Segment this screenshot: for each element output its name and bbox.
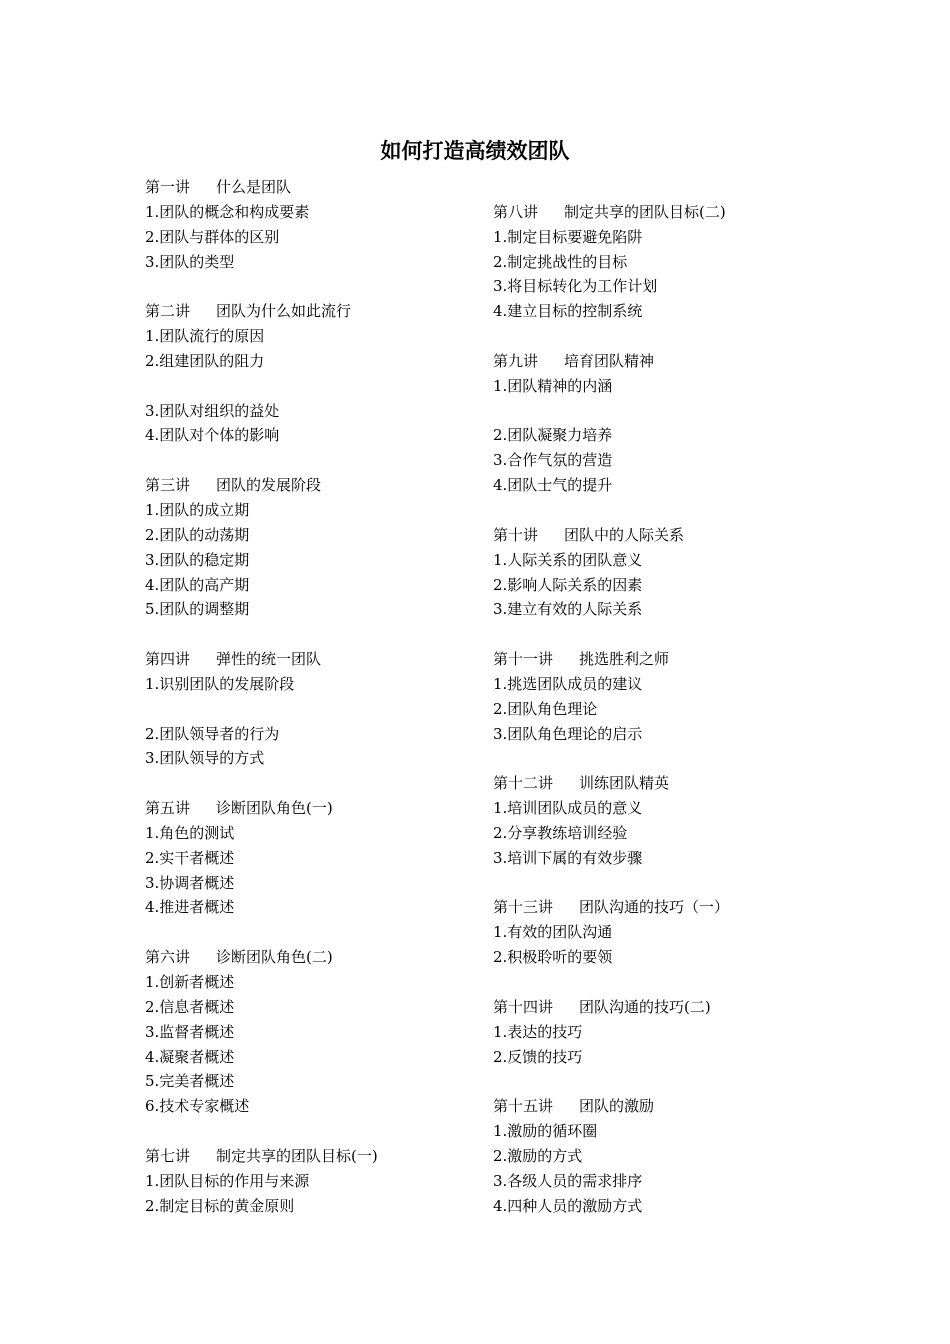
lecture-item: 3.团队角色理论的启示 <box>493 724 643 743</box>
lecture-number: 第八讲 <box>493 202 539 221</box>
lecture-number: 第十一讲 <box>493 650 554 669</box>
lecture-title: 团队的激励 <box>579 1097 655 1116</box>
lecture-item: 2.实干者概述 <box>145 848 235 867</box>
lecture-item: 2.分享教练培训经验 <box>493 823 628 842</box>
lecture-item: 2.信息者概述 <box>145 997 235 1016</box>
lecture-heading <box>493 523 823 548</box>
blank-line <box>493 970 823 995</box>
lecture-item: 2.组建团队的阻力 <box>145 351 265 370</box>
blank-line <box>493 746 823 771</box>
lecture-title: 挑选胜利之师 <box>579 650 670 669</box>
lecture-number: 第四讲 <box>145 650 191 669</box>
lecture-item: 1.表达的技巧 <box>493 1022 583 1041</box>
blank-line <box>145 622 475 647</box>
left-column <box>145 175 475 1218</box>
blank-line <box>493 871 823 896</box>
lecture-heading <box>145 175 475 200</box>
lecture-title: 训练团队精英 <box>579 774 670 793</box>
blank-line <box>493 498 823 523</box>
blank-line <box>493 324 823 349</box>
lecture-heading <box>145 945 475 970</box>
blank-line <box>493 399 823 424</box>
lecture-item: 2.团队角色理论 <box>493 699 598 718</box>
blank-line <box>145 274 475 299</box>
lecture-item: 1.团队的概念和构成要素 <box>145 202 310 221</box>
lecture-title: 诊断团队角色(二) <box>216 948 333 967</box>
lecture-item: 5.团队的调整期 <box>145 600 250 619</box>
lecture-item: 3.团队对组织的益处 <box>145 401 280 420</box>
lecture-item: 2.团队的动荡期 <box>145 525 250 544</box>
lecture-item: 1.团队流行的原因 <box>145 327 265 346</box>
lecture-item: 2.积极聆听的要领 <box>493 948 613 967</box>
lecture-item: 5.完美者概述 <box>145 1072 235 1091</box>
blank-line <box>145 920 475 945</box>
lecture-item: 1.团队精神的内涵 <box>493 376 613 395</box>
lecture-number: 第二讲 <box>145 302 191 321</box>
lecture-item: 3.合作气氛的营造 <box>493 451 613 470</box>
lecture-item: 2.团队凝聚力培养 <box>493 426 613 445</box>
lecture-item: 2.制定挑战性的目标 <box>493 252 628 271</box>
lecture-item: 3.各级人员的需求排序 <box>493 1171 643 1190</box>
lecture-item: 4.四种人员的激励方式 <box>493 1196 643 1215</box>
lecture-number: 第十二讲 <box>493 774 554 793</box>
lecture-title: 弹性的统一团队 <box>216 650 322 669</box>
lecture-item: 4.团队的高产期 <box>145 575 250 594</box>
lecture-item: 3.建立有效的人际关系 <box>493 600 643 619</box>
lecture-title: 诊断团队角色(一) <box>216 799 333 818</box>
lecture-item: 3.协调者概述 <box>145 873 235 892</box>
lecture-item: 2.反馈的技巧 <box>493 1047 583 1066</box>
blank-line <box>145 771 475 796</box>
document-title: 如何打造高绩效团队 <box>380 139 570 163</box>
lecture-item: 1.团队的成立期 <box>145 500 250 519</box>
lecture-item: 4.团队对个体的影响 <box>145 426 280 445</box>
blank-line <box>493 175 823 200</box>
lecture-heading <box>145 647 475 672</box>
lecture-item: 3.团队的类型 <box>145 252 235 271</box>
lecture-item: 2.激励的方式 <box>493 1146 583 1165</box>
lecture-item: 6.技术专家概述 <box>145 1097 250 1116</box>
blank-line <box>145 448 475 473</box>
lecture-heading <box>493 995 823 1020</box>
lecture-item: 1.激励的循环圈 <box>493 1122 598 1141</box>
lecture-item: 4.推进者概述 <box>145 898 235 917</box>
lecture-title: 什么是团队 <box>216 178 292 196</box>
lecture-number: 第十三讲 <box>493 898 554 917</box>
lecture-item: 4.凝聚者概述 <box>145 1047 235 1066</box>
lecture-heading <box>145 299 475 324</box>
lecture-heading <box>145 1144 475 1169</box>
lecture-item: 2.团队领导者的行为 <box>145 724 280 743</box>
blank-line <box>145 374 475 399</box>
lecture-item: 2.团队与群体的区别 <box>145 227 280 246</box>
lecture-number: 第十四讲 <box>493 997 554 1016</box>
lecture-heading <box>493 349 823 374</box>
lecture-item: 3.将目标转化为工作计划 <box>493 277 658 296</box>
lecture-item: 1.角色的测试 <box>145 823 235 842</box>
lecture-title: 团队为什么如此流行 <box>216 302 352 321</box>
lecture-number: 第六讲 <box>145 948 191 967</box>
lecture-title: 制定共享的团队目标(一) <box>216 1146 378 1165</box>
lecture-item: 3.培训下属的有效步骤 <box>493 848 643 867</box>
lecture-item: 1.团队目标的作用与来源 <box>145 1171 310 1190</box>
lecture-item: 1.识别团队的发展阶段 <box>145 674 295 693</box>
lecture-heading <box>493 1094 823 1119</box>
lecture-number: 第十讲 <box>493 525 539 544</box>
blank-line <box>493 622 823 647</box>
lecture-item: 2.制定目标的黄金原则 <box>145 1196 295 1215</box>
blank-line <box>145 1119 475 1144</box>
lecture-item: 3.团队领导的方式 <box>145 749 265 768</box>
lecture-title: 团队的发展阶段 <box>216 476 322 495</box>
lecture-title: 团队中的人际关系 <box>564 525 685 544</box>
lecture-number: 第五讲 <box>145 799 191 818</box>
blank-line <box>493 1069 823 1094</box>
lecture-number: 第三讲 <box>145 476 191 495</box>
lecture-item: 1.创新者概述 <box>145 973 235 991</box>
lecture-number: 第十五讲 <box>493 1097 554 1116</box>
lecture-item: 2.影响人际关系的因素 <box>493 575 643 594</box>
lecture-heading <box>493 771 823 796</box>
lecture-item: 4.建立目标的控制系统 <box>493 302 643 321</box>
lecture-number: 第七讲 <box>145 1146 191 1165</box>
lecture-number: 第九讲 <box>493 351 539 370</box>
lecture-item: 4.团队士气的提升 <box>493 476 613 495</box>
lecture-item: 3.监督者概述 <box>145 1022 235 1041</box>
lecture-item: 3.团队的稳定期 <box>145 550 250 569</box>
lecture-heading <box>145 796 475 821</box>
lecture-item: 1.挑选团队成员的建议 <box>493 674 643 693</box>
lecture-item: 1.培训团队成员的意义 <box>493 799 643 818</box>
lecture-number: 第一讲 <box>145 178 191 196</box>
lecture-item: 1.有效的团队沟通 <box>493 923 613 942</box>
blank-line <box>145 697 475 722</box>
lecture-item: 1.制定目标要避免陷阱 <box>493 227 643 246</box>
lecture-title: 团队沟通的技巧(二) <box>579 997 711 1016</box>
lecture-title: 培育团队精神 <box>564 351 655 370</box>
lecture-title: 团队沟通的技巧（一） <box>579 898 730 917</box>
lecture-item: 1.人际关系的团队意义 <box>493 550 643 569</box>
right-column <box>493 175 823 1218</box>
lecture-heading <box>493 200 823 225</box>
lecture-heading <box>493 895 823 920</box>
lecture-title: 制定共享的团队目标(二) <box>564 202 726 221</box>
lecture-heading <box>145 473 475 498</box>
lecture-heading <box>493 647 823 672</box>
